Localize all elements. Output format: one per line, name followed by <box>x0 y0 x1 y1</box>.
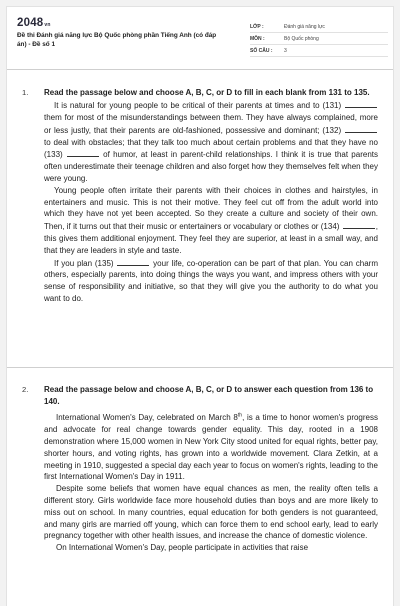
question-number: 2. <box>22 385 29 394</box>
meta-row-count <box>250 46 388 57</box>
question-1 <box>22 87 378 305</box>
meta-value: Đánh giá năng lực <box>284 24 325 30</box>
passage-paragraph-2: Despite some beliefs that women have equal chances as men, the reality often tells a different story. Girls worldwide face more household duties than boys and are more likely to miss out on school. In many countries, equal education for both genders is not guaranteed, and many girls are married off young, which can force them to end school early, lead to early pregnancy together with other health issues, and increase the chance of domestic violence. <box>44 484 378 541</box>
text-segment: , is a time to honor women's progress and advocate for real change towards gender equality. This day, rooted in a 1908 demonstration where 15,000 women in New York City stood united for equal rights, better pay, shorter hours, and voting rights, has grown into a worldwide movement. Clara Zetkin, at a meeting in 1910, suggested a special day each year to focus on women's rights, leading to the first International Women's Day in 1911. <box>44 413 378 482</box>
text-segment: , this gives them additional enjoyment. They feel they are superior, at least in a small way, and that they are leaders in style and taste. <box>44 222 378 255</box>
site-logo[interactable] <box>17 17 51 29</box>
passage-paragraph-2 <box>44 185 378 257</box>
text-segment: Young people often irritate their parents with their choices in clothes and hairstyles, in entertainers and music. This is not their motive. They feel cut off from the adult world into which they have not yet been accepted. So they create a culture and society of their own. Then, if it turns out that their music or entertainers or vocabulary or clothes or (134) <box>44 185 378 232</box>
question-heading: Read the passage below and choose A, B, C, or D to answer each question from 136 to 140. <box>44 385 374 407</box>
answer-blank-134[interactable] <box>343 220 375 229</box>
meta-label: MÔN : <box>250 36 265 42</box>
passage-paragraph-1 <box>44 99 378 185</box>
text-segment: It is natural for young people to be critical of their parents at times and to (131) <box>54 101 344 111</box>
text-segment: to deal with obstacles; that they talk too much about certain problems and that they have no (133) <box>44 137 378 160</box>
passage-paragraph-3 <box>44 257 378 305</box>
document-header <box>7 7 393 70</box>
text-segment: of humor, at least in parent-child relationships. I think it is true that parents often underestimate their teenage children and also forget how they themselves felt when they were young. <box>44 150 378 183</box>
question-heading: Read the passage below and choose A, B, C, or D to fill in each blank from 131 to 135. <box>44 88 370 97</box>
meta-label: LỚP : <box>250 24 264 30</box>
document-page <box>6 6 394 606</box>
answer-blank-132[interactable] <box>345 124 377 133</box>
answer-blank-131[interactable] <box>345 99 377 108</box>
answer-blank-135[interactable] <box>117 257 149 266</box>
ordinal-suffix: th <box>237 412 243 419</box>
meta-row-subject <box>250 34 388 45</box>
exam-meta <box>250 22 388 58</box>
text-segment: your life, co-operation can be part of that plan. You can charm others, especially parents, into doing things the ways you want, and impress others with your sense of responsibility and initiative, so that they will give you the authority to do what you want to do. <box>44 258 378 303</box>
exam-title: Đề thi Đánh giá năng lực Bộ Quốc phòng phần Tiếng Anh (có đáp án) - Đề số 1 <box>17 32 217 48</box>
logo-text: 2048 <box>17 17 44 29</box>
meta-value: Bộ Quốc phòng <box>284 36 319 42</box>
question-number: 1. <box>22 88 29 97</box>
passage-paragraph-1 <box>44 412 378 483</box>
meta-row-class <box>250 22 388 33</box>
meta-label: SỐ CÂU : <box>250 48 273 54</box>
meta-value: 3 <box>284 48 287 54</box>
section-divider <box>7 367 393 368</box>
text-segment: them for most of the misunderstandings between them. They have always complained, more or less justly, that their parents are old-fashioned, possessive and dominant; (132) <box>44 113 378 135</box>
logo-suffix: vn <box>44 22 51 28</box>
text-segment: International Women's Day, celebrated on March 8 <box>56 413 238 423</box>
passage-paragraph-3: On International Women's Day, people participate in activities that raise <box>56 543 309 553</box>
text-segment: If you plan (135) <box>54 258 117 268</box>
question-2 <box>22 384 378 554</box>
answer-blank-133[interactable] <box>67 148 99 157</box>
